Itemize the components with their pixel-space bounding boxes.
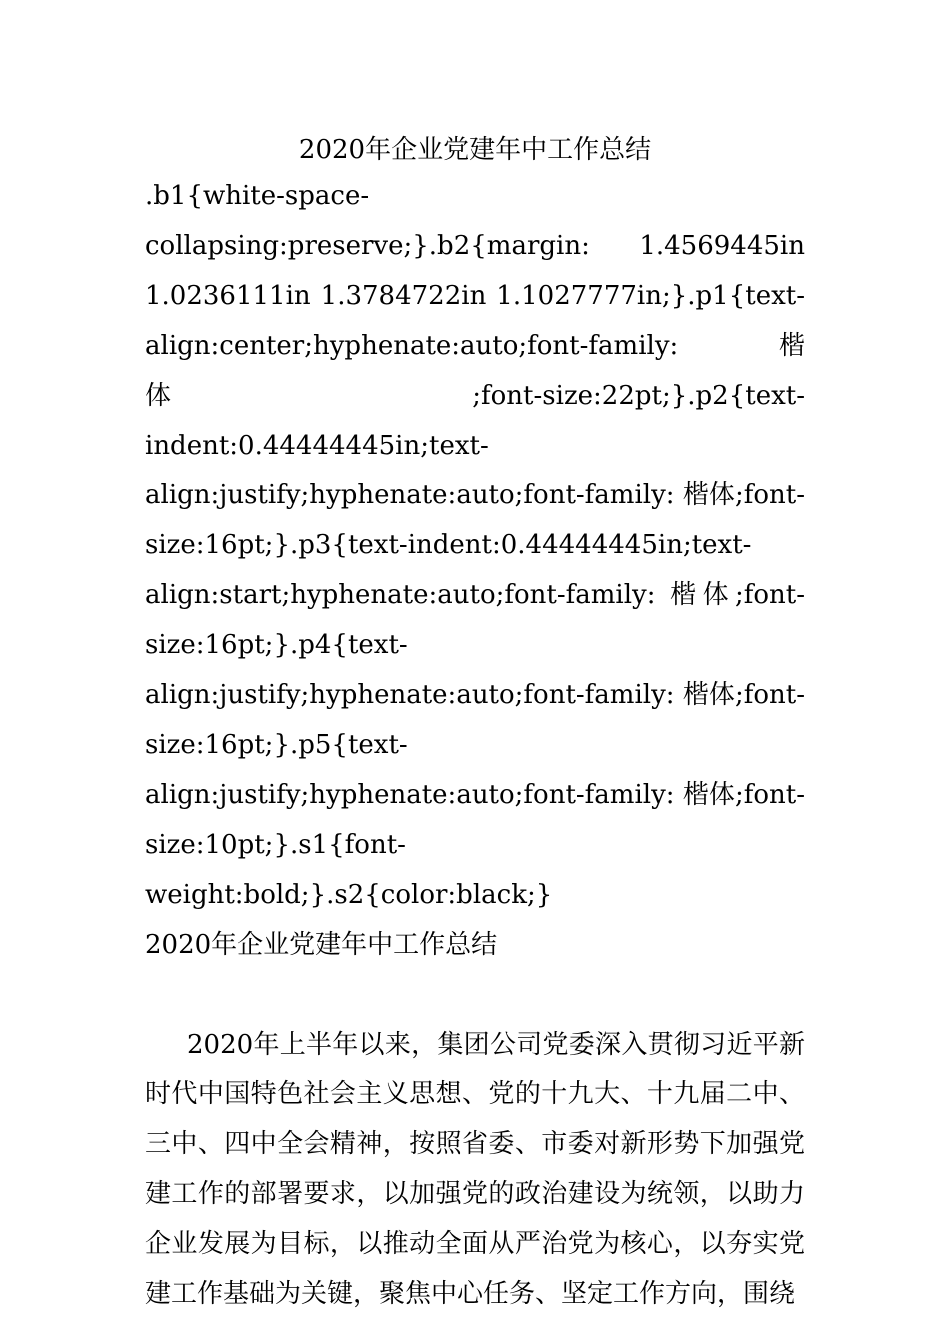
body-paragraph: 2020年上半年以来，集团公司党委深入贯彻习近平新时代中国特色社会主义思想、党的十九大、十九届二中、三中、四中全会精神，按照省委、市委对新形势下加强党建工作的部署要求，以加强党的政治建设为统领，以助力企业发展为目标，以推动全面从严治党为核心，以夯实党建工作基础为关键，聚焦中心任务、坚定工作方向，围绕	[145, 1029, 805, 1310]
document-page	[145, 128, 805, 1320]
document-title: 2020年企业党建年中工作总结	[298, 135, 652, 165]
leaked-stylesheet-text: .b1{white-space-collapsing:preserve;}.b2{margin: 1.4569445in 1.0236111in 1.3784722in 1.1027777in;}.p1{text-align:center;hyphenate:auto;font-family: 楷体;font-size:22pt;}.p2{text-indent:0.44444445in;text-align:justify;hyphenate:auto;font-family: 楷体;font-size:16pt;}.p3{text-indent:0.44444445in;text-align:start;hyphenate:auto;font-family: 楷体;font-size:16pt;}.p4{text-align:justify;hyphenate:auto;font-family: 楷体;font-size:16pt;}.p5{text-align:justify;hyphenate:auto;font-family: 楷体;font-size:10pt;}.s1{font-weight:bold;}.s2{color:black;}	[145, 181, 805, 910]
paragraph-spacer	[145, 971, 805, 1021]
repeated-title: 2020年企业党建年中工作总结	[145, 929, 498, 960]
